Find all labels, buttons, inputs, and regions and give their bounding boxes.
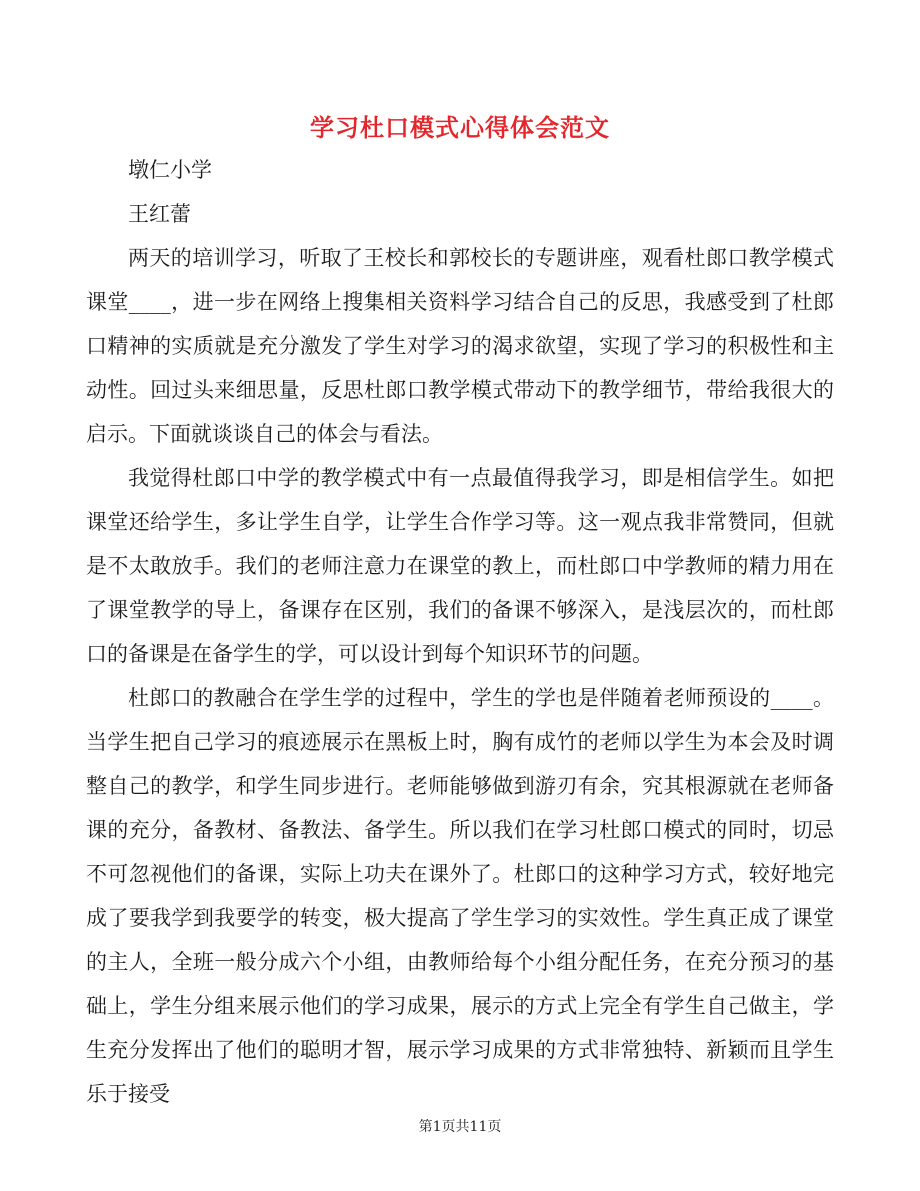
paragraph-line: 口精神的实质就是充分激发了学生对学习的渴求欲望，实现了学习的积极性和主 — [86, 334, 834, 358]
paragraph-2 — [86, 456, 834, 676]
document-body — [86, 148, 834, 1116]
paragraph-line: 的主人，全班一般分成六个小组，由教师给每个小组分配任务，在充分预习的基 — [86, 950, 834, 974]
paragraph-line: 础上，学生分组来展示他们的学习成果，展示的方式上完全有学生自己做主，学 — [86, 994, 834, 1018]
school-name: 墩仁小学 — [128, 158, 212, 182]
paragraph-1 — [86, 236, 834, 456]
page-number: 第1页共11页 — [418, 1119, 502, 1135]
paragraph-line: 课堂____，进一步在网络上搜集相关资料学习结合自己的反思，我感受到了杜郎 — [86, 290, 834, 314]
paragraph-line: 杜郎口的教融合在学生学的过程中，学生的学也是伴随着老师预设的____。 — [128, 686, 834, 710]
author-name: 王红蕾 — [128, 202, 191, 226]
paragraph-3 — [86, 676, 834, 1116]
paragraph-line: 课堂还给学生，多让学生自学，让学生合作学习等。这一观点我非常赞同，但就 — [86, 510, 834, 534]
paragraph-line: 动性。回过头来细思量，反思杜郎口教学模式带动下的教学细节，带给我很大的 — [86, 378, 834, 402]
document-title: 学习杜口模式心得体会范文 — [310, 113, 610, 142]
paragraph-line: 口的备课是在备学生的学，可以设计到每个知识环节的问题。 — [86, 642, 653, 666]
paragraph-line: 是不太敢放手。我们的老师注意力在课堂的教上，而杜郎口中学教师的精力用在 — [86, 554, 834, 578]
paragraph-line: 课的充分，备教材、备教法、备学生。所以我们在学习杜郎口模式的同时，切忌 — [86, 818, 834, 842]
paragraph-line: 成了要我学到我要学的转变，极大提高了学生学习的实效性。学生真正成了课堂 — [86, 906, 834, 930]
paragraph-line: 当学生把自己学习的痕迹展示在黑板上时，胸有成竹的老师以学生为本会及时调 — [86, 730, 834, 754]
paragraph-line: 了课堂教学的导上，备课存在区别，我们的备课不够深入，是浅层次的，而杜郎 — [86, 598, 834, 622]
paragraph-line: 两天的培训学习，听取了王校长和郭校长的专题讲座，观看杜郎口教学模式 — [128, 246, 834, 270]
paragraph-line: 整自己的教学，和学生同步进行。老师能够做到游刃有余，究其根源就在老师备 — [86, 774, 834, 798]
paragraph-line: 我觉得杜郎口中学的教学模式中有一点最值得我学习，即是相信学生。如把 — [128, 466, 834, 490]
paragraph-line: 启示。下面就谈谈自己的体会与看法。 — [86, 422, 443, 446]
paragraph-line: 不可忽视他们的备课，实际上功夫在课外了。杜郎口的这种学习方式，较好地完 — [86, 862, 834, 886]
paragraph-line: 乐于接受 — [86, 1082, 170, 1106]
paragraph-line: 生充分发挥出了他们的聪明才智，展示学习成果的方式非常独特、新颖而且学生 — [86, 1038, 834, 1062]
